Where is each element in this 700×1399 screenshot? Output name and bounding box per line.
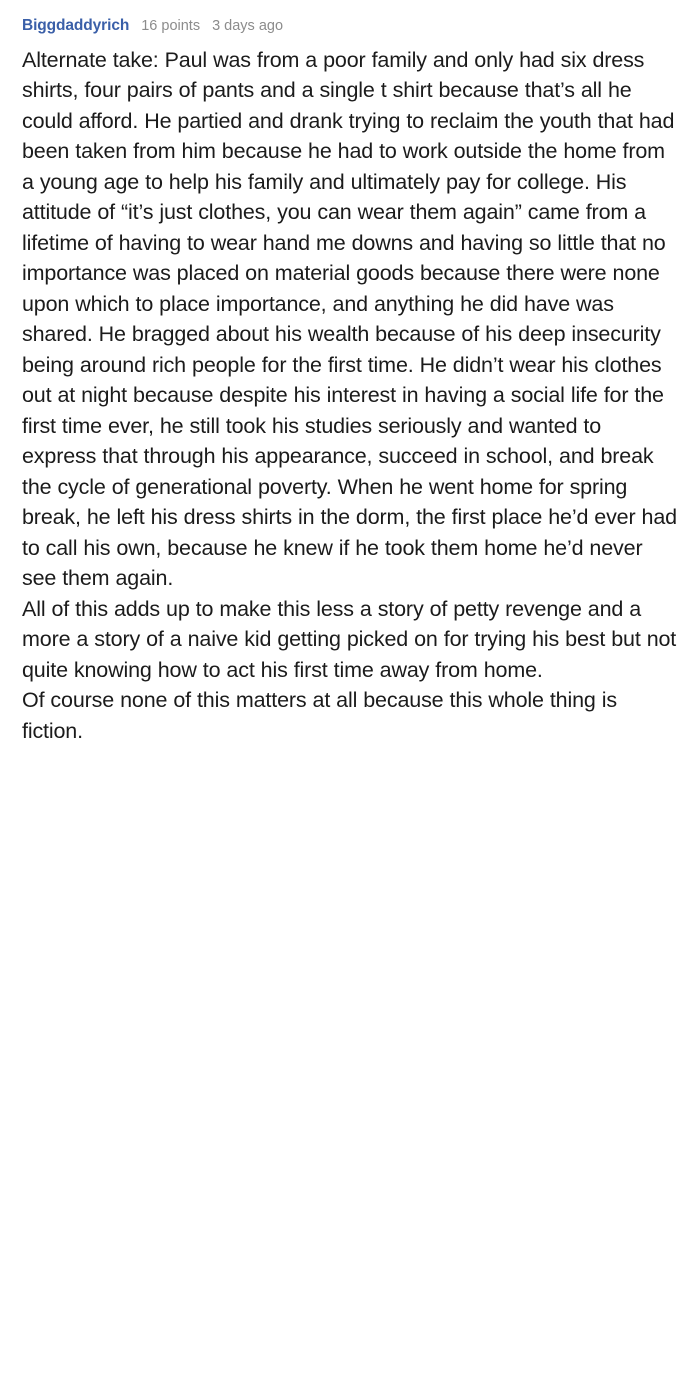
comment-points: 16 points bbox=[141, 18, 201, 34]
comment-body bbox=[22, 45, 678, 747]
comment-timestamp: 3 days ago bbox=[212, 18, 284, 34]
comment-paragraph: Alternate take: Paul was from a poor family and only had six dress shirts, four pairs of pants and a single t shirt because that’s all he could afford. He partied and drank trying to reclaim the youth that had been taken from him because he had to work outside the home from a young age to help his family and ultimately pay for college. His attitude of “it’s just clothes, you can wear them again” came from a lifetime of having to wear hand me downs and having so little that no importance was placed on material goods because there were none upon which to place importance, and anything he did have was shared. He bragged about his wealth because of his deep insecurity being around rich people for the first time. He didn’t wear his clothes out at night because despite his interest in having a social life for the first time ever, he still took his studies seriously and wanted to express that through his appearance, succeed in school, and break the cycle of generational poverty. When he went home for spring break, he left his dress shirts in the dorm, the first place he’d ever had to call his own, because he knew if he took them home he’d never see them again. bbox=[22, 47, 677, 591]
comment-paragraph: Of course none of this matters at all because this whole thing is fiction. bbox=[22, 688, 617, 743]
comment-header bbox=[22, 18, 678, 34]
comment-paragraph: All of this adds up to make this less a story of petty revenge and a more a story of a naive kid getting picked on for trying his best but not quite knowing how to act his first time away from home. bbox=[22, 596, 677, 682]
comment-author[interactable]: Biggdaddyrich bbox=[22, 17, 130, 34]
